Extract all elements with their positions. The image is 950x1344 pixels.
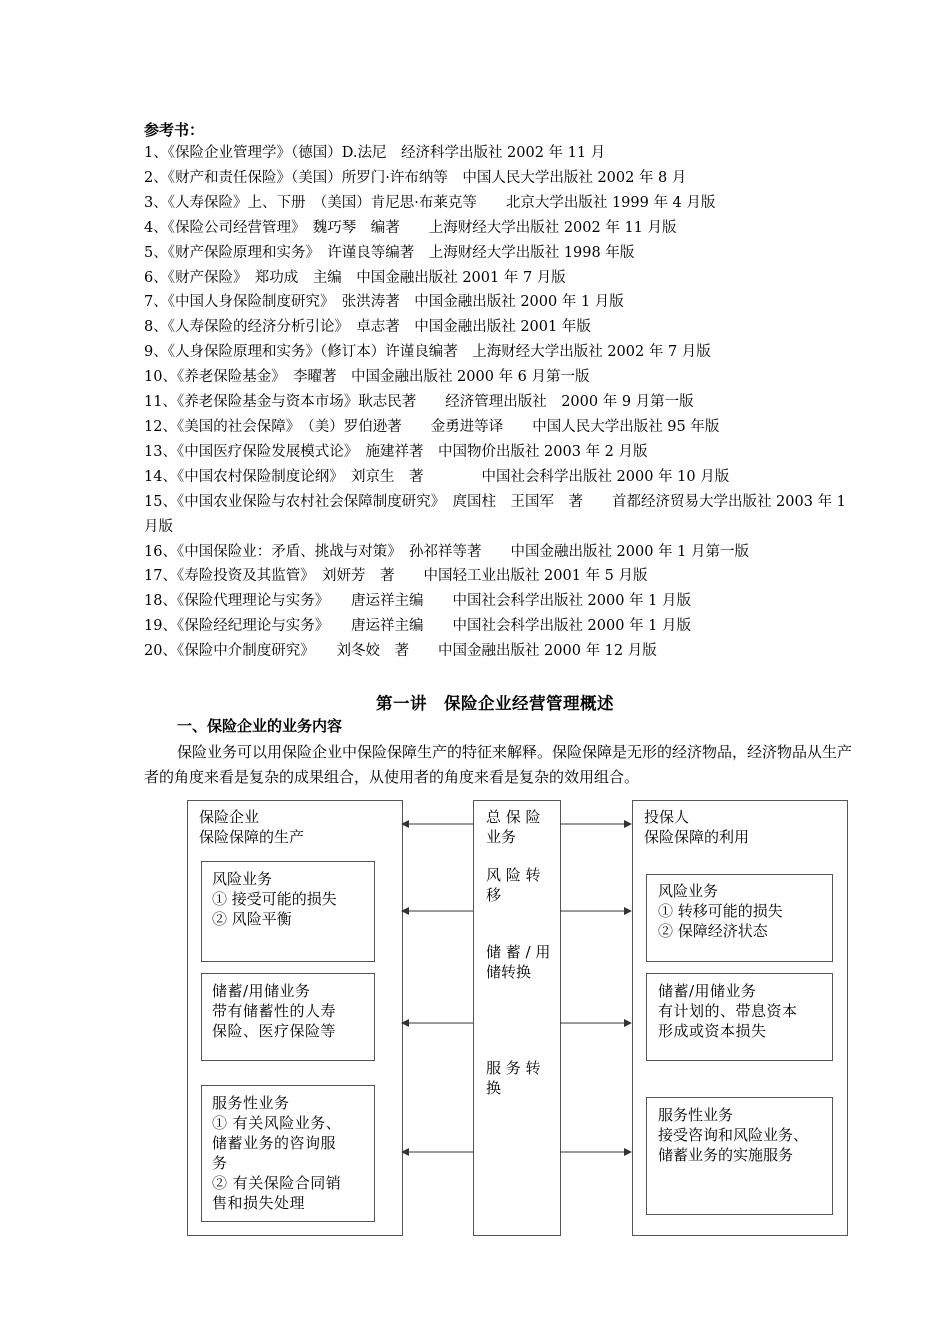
box-line: 有计划的、带息资本 (658, 1002, 798, 1020)
box-line: 风险业务 (212, 870, 273, 888)
reference-item: 8、《人寿保险的经济分析引论》 卓志著 中国金融出版社 2001 年版 (144, 319, 591, 336)
mid-label-line: 移 (486, 886, 502, 904)
policyholder-panel-heading (644, 807, 749, 847)
reference-item: 1、《保险企业管理学》（德国）D.法尼 经济科学出版社 2002 年 11 月 (144, 145, 606, 161)
reference-item: 13、《中国医疗保险发展模式论》 施建祥著 中国物价出版社 2003 年 2 月版 (144, 443, 648, 460)
mid-label-line: 换 (486, 1079, 502, 1097)
box-line: 带有储蓄性的人寿 (212, 1002, 337, 1020)
insurer-subtitle: 保险保障的生产 (199, 828, 305, 846)
reference-item: 18、《保险代理理论与实务》 唐运祥主编 中国社会科学出版社 2000 年 1 月版 (144, 593, 692, 610)
references-heading: 参考书： (144, 121, 205, 139)
box-line: 服务性业务 (212, 1094, 290, 1112)
box-line: 储蓄/用储业务 (212, 982, 311, 1000)
box-line: 售和损失处理 (212, 1194, 306, 1212)
policyholder-subtitle: 保险保障的利用 (644, 828, 750, 846)
arrow-left-icon (401, 906, 473, 916)
policyholder-savings-text (658, 981, 798, 1041)
reference-item: 17、《寿险投资及其监管》 刘妍芳 著 中国轻工业出版社 2001 年 5 月版 (144, 568, 648, 585)
mid-label-line: 风 险 转 (486, 866, 541, 884)
lecture-title: 第一讲 保险企业经营管理概述 (376, 694, 614, 713)
box-line: 务 (212, 1154, 228, 1172)
reference-item: 5、《财产保险原理和实务》 许谨良等编著 上海财经大学出版社 1998 年版 (144, 244, 635, 261)
reference-item: 9、《人身保险原理和实务》（修订本）许谨良编著 上海财经大学出版社 2002 年 7 月版 (144, 344, 711, 361)
insurer-title: 保险企业 (199, 808, 260, 826)
mid-label-total (486, 807, 541, 847)
insurer-panel-heading (199, 807, 304, 847)
insurer-service-text (212, 1093, 341, 1213)
reference-item: 3、《人寿保险》上、下册 （美国）肯尼思·布莱克等 北京大学出版社 1999 年 4 月版 (144, 194, 716, 211)
reference-item: 19、《保险经纪理论与实务》 唐运祥主编 中国社会科学出版社 2000 年 1 月版 (144, 618, 692, 635)
insurer-risk-text (212, 869, 337, 929)
reference-item: 7、《中国人身保险制度研究》 张洪涛著 中国金融出版社 2000 年 1 月版 (144, 294, 624, 311)
box-line: 储蓄/用储业务 (658, 982, 757, 1000)
reference-item: 20、《保险中介制度研究》 刘冬姣 著 中国金融出版社 2000 年 12 月版 (144, 643, 657, 660)
box-line: ① 有关风险业务、 (212, 1114, 342, 1132)
box-line: 服务性业务 (658, 1106, 734, 1124)
mid-label-risk (486, 865, 541, 905)
section-title: 一、保险企业的业务内容 (177, 717, 343, 735)
box-line: 风险业务 (658, 882, 719, 900)
box-line: ② 有关保险合同销 (212, 1174, 342, 1192)
reference-item: 11、《养老保险基金与资本市场》耿志民著 经济管理出版社 2000 年 9 月第一版 (144, 394, 694, 411)
arrow-left-icon (401, 1018, 473, 1028)
mid-label-service (486, 1058, 541, 1098)
box-line: 储蓄业务的实施服务 (658, 1146, 794, 1164)
mid-label-line: 业务 (486, 828, 517, 846)
mid-label-line: 储 蓄 / 用 (486, 943, 551, 961)
reference-list (144, 141, 849, 664)
reference-item: 14、《中国农村保险制度论纲》 刘京生 著 中国社会科学出版社 2000 年 10 月版 (144, 468, 730, 485)
box-line: 保险、医疗保险等 (212, 1022, 337, 1040)
arrow-left-icon (401, 819, 473, 829)
box-line: ② 风险平衡 (212, 910, 292, 928)
arrow-right-icon (560, 1018, 632, 1028)
mid-label-line: 储转换 (486, 963, 532, 981)
intro-paragraph: 保险业务可以用保险企业中保险保障生产的特征来解释。保险保障是无形的经济物品，经济物品从生产者的角度来看是复杂的成果组合，从使用者的角度来看是复杂的效用组合。 (144, 743, 853, 786)
box-line: ① 接受可能的损失 (212, 890, 337, 908)
mid-label-line: 总 保 险 (486, 808, 541, 826)
mid-label-line: 服 务 转 (486, 1059, 541, 1077)
arrow-right-icon (560, 906, 632, 916)
box-line: 储蓄业务的咨询服 (212, 1134, 337, 1152)
box-line: 接受咨询和风险业务、 (658, 1126, 809, 1144)
arrow-right-icon (560, 819, 632, 829)
reference-item: 12、《美国的社会保障》 （美）罗伯逊著 金勇进等译 中国人民大学出版社 95 年版 (144, 418, 720, 435)
reference-item: 15、《中国农业保险与农村社会保障制度研究》 庹国柱 王国军 著 首都经济贸易大学出版社 2003 年 1 月版 (144, 493, 846, 535)
reference-item: 16、《中国保险业：矛盾、挑战与对策》 孙祁祥等著 中国金融出版社 2000 年 1 月第一版 (144, 543, 750, 560)
reference-item: 6、《财产保险》 郑功成 主编 中国金融出版社 2001 年 7 月版 (144, 269, 566, 286)
reference-item: 2、《财产和责任保险》（美国）所罗门·许布纳等 中国人民大学出版社 2002 年 8 月 (144, 169, 687, 186)
box-line: ① 转移可能的损失 (658, 902, 783, 920)
reference-item: 10、《养老保险基金》 李曜著 中国金融出版社 2000 年 6 月第一版 (144, 369, 590, 386)
box-line: ② 保障经济状态 (658, 922, 768, 940)
reference-item: 4、《保险公司经营管理》 魏巧琴 编著 上海财经大学出版社 2002 年 11 月版 (144, 219, 677, 236)
policyholder-service-text (658, 1105, 808, 1165)
insurer-savings-text (212, 981, 336, 1041)
policyholder-title: 投保人 (644, 808, 690, 826)
policyholder-risk-text (658, 881, 783, 941)
arrow-right-icon (560, 1147, 632, 1157)
arrow-left-icon (401, 1147, 473, 1157)
box-line: 形成或资本损失 (658, 1022, 767, 1040)
mid-label-savings (486, 942, 550, 982)
